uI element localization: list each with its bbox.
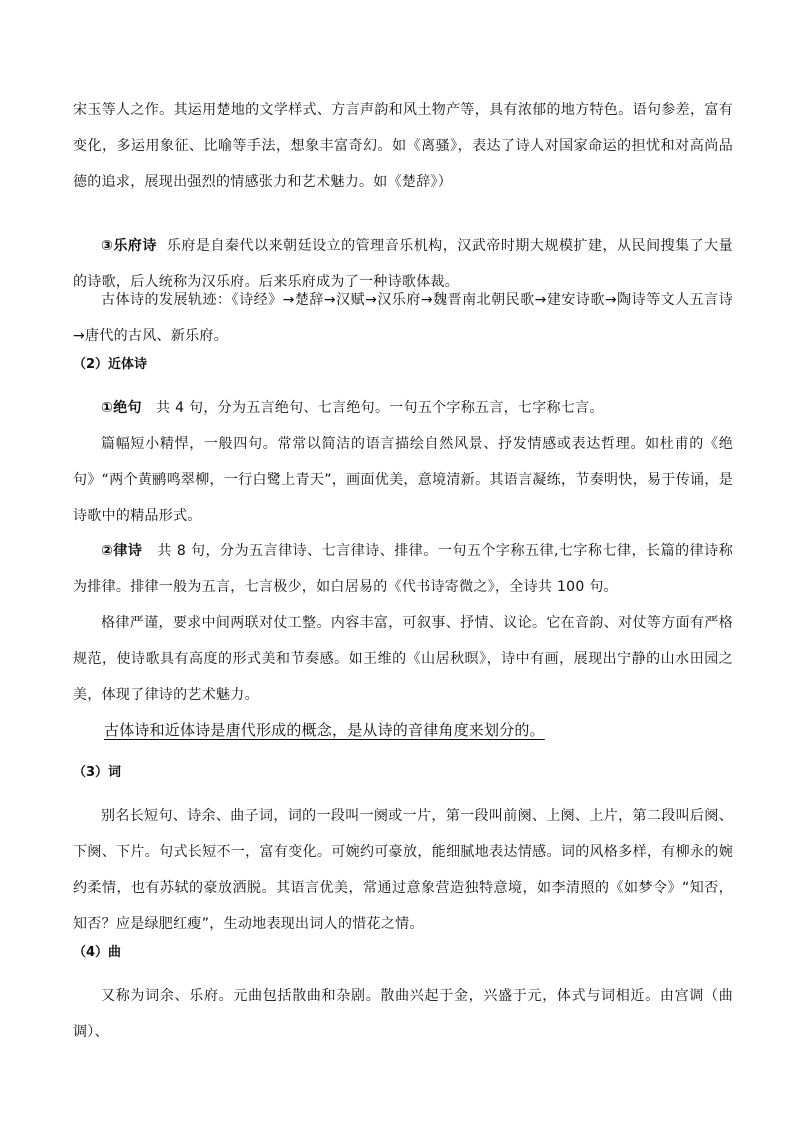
paragraph-development-track: 古体诗的发展轨迹：《诗经》→楚辞→汉赋→汉乐府→魏晋南北朝民歌→建安诗歌→陶诗等文人五言诗→唐代的古风、新乐府。 xyxy=(73,292,733,344)
paragraph-ci: 别名长短句、诗余、曲子词，词的一段叫一阕或一片，第一段叫前阕、上阕、上片，第二段叫后阕、下阕、下片。句式长短不一，富有变化。可婉约可豪放，能细腻地表达情感。词的风格多样，有柳永的婉约柔情，也有苏轼的豪放洒脱。其语言优美，常通过意象营造独特意境，如李清照的《如梦令》“知否，知否？应是绿肥红瘦”，生动地表现出词人的惜花之情。 xyxy=(73,808,733,932)
term-yuefu: ③乐府诗 xyxy=(101,238,157,254)
term-jueju: ①绝句 xyxy=(101,400,142,416)
paragraph-lvshi xyxy=(73,533,733,605)
section-heading-ci: （3）词 xyxy=(73,765,122,780)
section-heading-qu: （4）曲 xyxy=(73,945,122,960)
paragraph-jueju xyxy=(73,390,733,426)
paragraph-jueju-description: 篇幅短小精悍，一般四句。常常以简洁的语言描绘自然风景、抒发情感或表达哲理。如杜甫的《绝句》“两个黄鹂鸣翠柳，一行白鹭上青天”，画面优美，意境清新。其语言凝练，节奏明快，易于传诵，是诗歌中的精品形式。 xyxy=(73,436,733,524)
yuefu-text: 乐府是自秦代以来朝廷设立的管理音乐机构，汉武帝时期大规模扩建，从民间搜集了大量的诗歌，后人统称为汉乐府。后来乐府成为了一种诗歌体裁。 xyxy=(73,238,733,290)
paragraph-chuci-description: 宋玉等人之作。其运用楚地的文学样式、方言声韵和风土物产等，具有浓郁的地方特色。语句参差，富有变化，多运用象征、比喻等手法，想象丰富奇幻。如《离骚》，表达了诗人对国家命运的担忧和对高尚品德的追求，展现出强烈的情感张力和艺术魅力。如《楚辞》） xyxy=(73,102,733,190)
paragraph-lvshi-description: 格律严谨，要求中间两联对仗工整。内容丰富，可叙事、抒情、议论。它在音韵、对仗等方面有严格规范，使诗歌具有高度的形式美和节奏感。如王维的《山居秋暝》，诗中有画，展现出宁静的山水田园之美，体现了律诗的艺术魅力。 xyxy=(73,615,733,703)
paragraph-qu: 又称为词余、乐府。元曲包括散曲和杂剧。散曲兴起于金，兴盛于元，体式与词相近。由宫调（曲调）、 xyxy=(73,988,733,1040)
section-heading-jintishi: （2）近体诗 xyxy=(73,357,148,372)
jueju-text: 共 4 句，分为五言绝句、七言绝句。一句五个字称五言，七字称七言。 xyxy=(156,400,604,416)
underlined-note: 古体诗和近体诗是唐代形成的概念，是从诗的音律角度来划分的。 xyxy=(104,721,545,739)
lvshi-text: 共 8 句，分为五言律诗、七言律诗、排律。一句五个字称五律,七字称七律，长篇的律诗称为排律。排律一般为五言，七言极少，如白居易的《代书诗寄微之》，全诗共 100 句。 xyxy=(73,543,733,595)
term-lvshi: ②律诗 xyxy=(101,543,143,559)
